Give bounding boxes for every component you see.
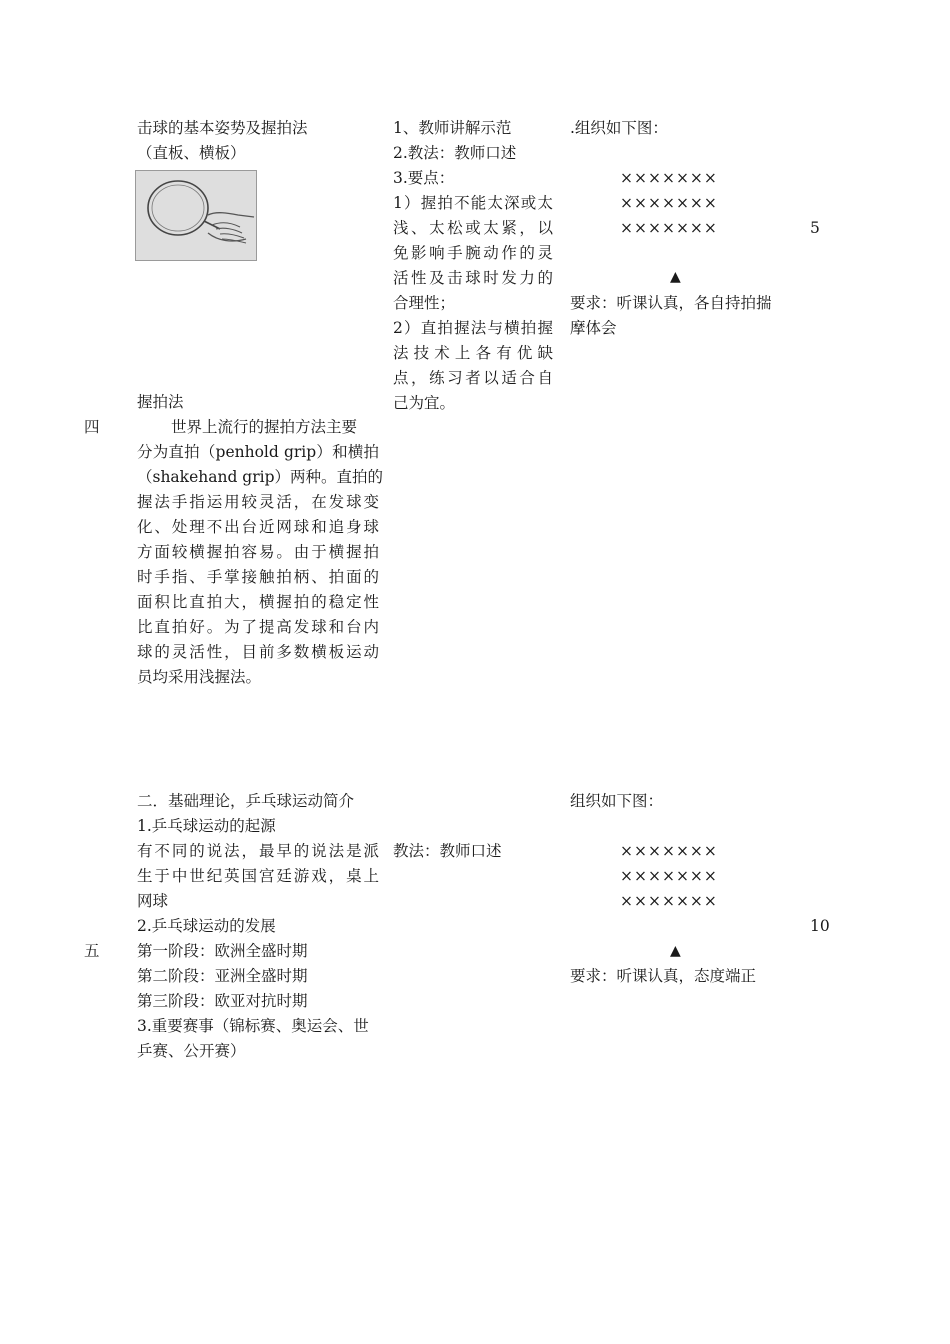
teaching-method-list	[393, 116, 553, 416]
student-formation-row: ×××××××	[620, 842, 718, 860]
grip-photo	[135, 170, 257, 261]
teacher-triangle-icon: ▲	[670, 943, 681, 959]
paragraph-line: 方面较横握拍容易。由于横握拍	[137, 543, 379, 561]
grip-paragraph	[137, 415, 384, 690]
organization-heading: .组织如下图：	[570, 119, 668, 137]
method-line: 免影响手腕动作的灵	[393, 244, 553, 262]
section-number: 五	[84, 942, 100, 960]
content-line: 第一阶段：欧洲全盛时期	[137, 942, 308, 960]
paragraph-line: 分为直拍（penhold grip）和横拍	[137, 443, 379, 461]
paragraph-line: 世界上流行的握拍方法主要	[171, 418, 358, 436]
requirement-line: 摩体会	[570, 319, 617, 337]
content-line: 有不同的说法，最早的说法是派	[137, 842, 379, 860]
content-line: 1.乒乓球运动的起源	[137, 817, 276, 835]
topic-title: 击球的基本姿势及握拍法	[137, 119, 308, 137]
content-line: 第三阶段：欧亚对抗时期	[137, 992, 308, 1010]
paragraph-line: （shakehand grip）两种。直拍的	[137, 468, 384, 486]
topic-subtitle: （直板、横板）	[137, 144, 246, 162]
requirement-line: 要求：听课认真，各自持拍揣	[570, 294, 772, 312]
method-line: 1）握拍不能太深或太	[393, 194, 553, 212]
method-line: 合理性；	[393, 294, 456, 312]
paragraph-line: 化、处理不出台近网球和追身球	[137, 518, 379, 536]
content-line: 网球	[137, 892, 169, 910]
content-line: 生于中世纪英国宫廷游戏，桌上	[137, 867, 379, 885]
content-line: 2.乒乓球运动的发展	[137, 917, 276, 935]
student-formation-row: ×××××××	[620, 194, 718, 212]
paragraph-line: 球的灵活性，目前多数横板运动	[137, 643, 379, 661]
paragraph-line: 握法手指运用较灵活，在发球变	[137, 493, 379, 511]
method-line: 己为宜。	[393, 394, 456, 412]
content-line: 3.重要赛事（锦标赛、奥运会、世	[137, 1017, 369, 1035]
student-formation-row: ×××××××	[620, 892, 718, 910]
content-line: 第二阶段：亚洲全盛时期	[137, 967, 308, 985]
student-formation-row: ×××××××	[620, 867, 718, 885]
paragraph-line: 面积比直拍大，横握拍的稳定性	[137, 593, 379, 611]
method-line: 浅、太松或太紧，以	[393, 219, 553, 237]
organization-heading: 组织如下图：	[570, 792, 664, 810]
student-formation-row: ×××××××	[620, 169, 718, 187]
method-line: 法技术上各有优缺	[393, 344, 553, 362]
teacher-triangle-icon: ▲	[670, 269, 681, 285]
paragraph-line: 比直拍好。为了提高发球和台内	[137, 618, 379, 636]
method-line: 3.要点：	[393, 169, 455, 187]
section-number: 四	[84, 418, 100, 436]
paddle-grip-illustration	[136, 171, 256, 260]
paragraph-line: 员均采用浅握法。	[137, 668, 262, 686]
duration-minutes: 10	[810, 917, 830, 935]
method-line: 2）直拍握法与横拍握	[393, 319, 553, 337]
method-line: 2.教法：教师口述	[393, 144, 517, 162]
duration-minutes: 5	[810, 219, 820, 237]
method-line: 活性及击球时发力的	[393, 269, 553, 287]
student-formation-row: ×××××××	[620, 219, 718, 237]
content-line: 二．基础理论，乒乓球运动简介	[137, 792, 355, 810]
content-line: 乒赛、公开赛）	[137, 1042, 246, 1060]
teaching-method: 教法：教师口述	[393, 842, 502, 860]
grip-heading: 握拍法	[137, 393, 184, 411]
method-line: 点，练习者以适合自	[393, 369, 553, 387]
requirement-line: 要求：听课认真，态度端正	[570, 967, 757, 985]
theory-content	[137, 789, 379, 1064]
method-line: 1、教师讲解示范	[393, 119, 512, 137]
paragraph-line: 时手指、手掌接触拍柄、拍面的	[137, 568, 379, 586]
